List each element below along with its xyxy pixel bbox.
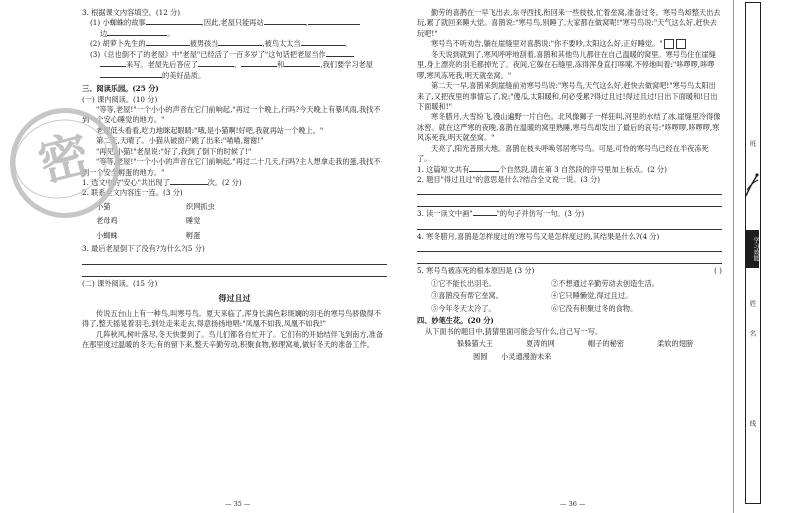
spine-label: 姓	[748, 300, 757, 307]
answer-line[interactable]	[82, 255, 387, 265]
fill-line: 的美好品质。	[82, 71, 387, 81]
choice-option[interactable]: ⑤今年冬天太冷了。	[431, 303, 496, 313]
story-paragraph: 冬天说到就到了,寒风呼呼地刮着,喜鹊和其他鸟儿都住在自己温暖的窝里。寒号鸟住在崖缝里,身上漂亮的羽毛都掉光了。夜间,它躲在石缝里,冻得浑身直打哆嗦,不停地叫着:"哆啰啰,哆啰啰,寒风冻死我,明天就垒窝。"	[417, 49, 716, 80]
match-left[interactable]: 小猫	[96, 201, 111, 211]
page-number: — 35 —	[225, 499, 251, 508]
question: 4. 寒冬腊月,喜鹊是怎样度过的?寒号鸟又是怎样度过的,其结果是什么?(4 分)	[417, 231, 660, 241]
fill-line: 来写。老屋先后答应了 、 和 ,我们要学习老屋	[82, 60, 387, 70]
choice-option[interactable]: ④它只睡懒觉,得过且过。	[551, 291, 633, 301]
question: 3. 读一读文中画" "的句子并仿写一句。(3 分)	[417, 209, 585, 219]
story-paragraph: 寒号鸟不听劝告,躺在崖缝里对喜鹊说:"你不要吵,太阳这么好,正好睡觉。"	[417, 39, 722, 49]
story-paragraph: 寒冬腊月,大雪纷飞,漫山遍野一片白色。北风像狮子一样狂叫,河里的水结了冰,崖缝里冷得像冰窖。就在这严寒的夜晚,喜鹊在温暖的窝里熟睡,寒号鸟却发出了最后的哀号:"哆啰啰,哆啰啰,寒风冻死我,明天就垒窝。"	[417, 112, 721, 143]
book-titles-row: 圆圆 小灵通漫游未来	[473, 352, 552, 362]
fill-line: 边 。	[100, 28, 175, 38]
spine-label: 线	[748, 420, 757, 427]
answer-paren[interactable]: ( )	[714, 266, 722, 276]
choice-option[interactable]: ②不想通过辛勤劳动去创造生活。	[551, 278, 659, 288]
logo-icon	[744, 170, 760, 200]
subsection-heading: (二) 课外阅读。(15 分)	[82, 278, 158, 288]
answer-line[interactable]	[417, 185, 722, 195]
subsection-heading: (一) 课内阅读。(10 分)	[82, 94, 158, 104]
confidential-stamp: 密	[0, 96, 132, 229]
brand-badge: 学习效能	[745, 230, 759, 268]
reading-paragraph: 第二天,天晴了。小猫从破窗户跳了出来:"喵喵,谢谢!"	[96, 136, 264, 146]
spine-label: 名	[748, 330, 757, 337]
book-titles-row: 躲躲猫大王 夏涛的网 帽子的秘密 柔软的翅膀	[457, 338, 694, 348]
story-paragraph: 勤劳的喜鹊在一早飞出去,东寻西找,衔回来一些枝枝,忙着垒窝,准备过冬。寒号鸟却整天出去玩,累了就回来睡大觉。喜鹊说:"寒号鸟,别睡了,大家都在做窝呢!"寒号鸟说:"天气这么好,赶快去玩吧!"	[417, 8, 721, 38]
punctuation-box[interactable]	[676, 39, 686, 49]
writing-prompt: 从下面书的题目中,猜猜里面可能会写什么,自己写一写。	[425, 326, 603, 336]
spine-label: 班	[748, 140, 757, 147]
story-paragraph: 天亮了,阳光普照大地。喜鹊在枝头呼唤邻居寒号鸟。可是,可怜的寒号鸟已经在半夜冻死了。	[417, 143, 709, 164]
story-paragraph: 传说五台山上有一种鸟,叫寒号鸟。夏天来临了,浑身长满色彩斑斓的羽毛的寒号鸟骄傲得不得了,整天摇晃着羽毛,到处走来走去,得意扬扬地唱:"凤凰不如我,凤凰不如我!"	[82, 308, 381, 329]
match-right[interactable]: 睡觉	[186, 216, 201, 226]
reading-paragraph: "再见,小猫!"老屋说:"好了,我到了倒下的时候了!"	[96, 146, 252, 156]
reading-paragraph: "等等,老屋!"一个小小的声音在它门前响起,"再过二十几天,行吗?主人想拿走我的蛋,我找不到一个安全孵蛋的地方。"	[82, 157, 381, 177]
answer-line[interactable]	[82, 267, 387, 277]
match-right[interactable]: 织网抓虫	[186, 201, 215, 211]
question: 3. 最后老屋倒下了没有?为什么?(5 分)	[82, 244, 205, 254]
choice-option[interactable]: ①它不能长出羽毛。	[431, 278, 496, 288]
section-heading: 三、阅读乐园。(25 分)	[82, 84, 159, 94]
section-heading: 四、妙笔生花。(20 分)	[417, 316, 494, 326]
reading-paragraph: "等等,老屋!"一个小小的声音在它门前响起,"再过一个晚上,行吗?今天晚上有暴风雨,我找不到一个安心睡觉的地方。"	[82, 104, 381, 125]
choice-option[interactable]: ⑥它没有积聚过冬的食物。	[551, 303, 638, 313]
question: 1. 选文中的"安心"共出现了 次。(2 分)	[82, 178, 242, 187]
reading-paragraph: 老屋低头看看,吃力地眯起眼睛:"哦,是小猫啊!好吧,我就再站一个晚上。"	[96, 125, 324, 135]
punctuation-box[interactable]	[664, 39, 674, 49]
right-page	[417, 8, 722, 499]
answer-line[interactable]	[417, 220, 722, 230]
left-page	[82, 8, 387, 499]
matching-pairs	[96, 202, 387, 241]
match-left[interactable]: 小蜘蛛	[96, 230, 118, 240]
page-number: — 36 —	[560, 499, 586, 508]
question: 2. 联系全文内容连一连。(3 分)	[82, 188, 183, 198]
choice-option[interactable]: ③喜鹊没有帮它垒窝。	[431, 291, 503, 301]
question: 5. 寒号鸟被冻死的根本原因是 (3 分) ( )	[417, 266, 722, 276]
fill-line: (2) 胡萝卜先生的 被男孩当 ,被鸟太太当 。	[90, 39, 352, 49]
story-paragraph: 几阵秋风,树叶落尽,冬天快要到了。鸟儿们都各自忙开了。它们有的开始结伴飞到南方,准备在那里度过温暖的冬天;有的留下来,整天辛勤劳动,积聚食物,修理窝巢,做好冬天的准备工作。	[82, 329, 384, 349]
answer-line[interactable]	[417, 254, 722, 264]
story-title: 得过且过	[218, 293, 251, 304]
story-paragraph: 第二天一早,喜鹊来到崖缝前劝寒号鸟说:"寒号鸟,天气这么好,赶快去做窝吧!"寒号鸟太阳出来了,又把夜里的事情忘了,说:"傻瓜,太阳暖和,何必受累?得过且过!得过且过!日出下面暖和!日出下面暖和!"	[417, 81, 718, 111]
answer-line[interactable]	[417, 242, 722, 252]
match-right[interactable]: 孵蛋	[186, 230, 201, 240]
question: 2. 题目"得过且过"的意思是什么?结合全文说一说。(3 分)	[417, 175, 601, 184]
fill-line: (1) 小蜘蛛的故事 ,因此,老屋只能再站 ,	[82, 18, 387, 28]
fill-line: (3)《总也倒不了的老屋》中"老屋"已经活了一百多岁了"这句话把老屋当作	[82, 50, 387, 60]
question-heading: 3. 根据课文内容填空。(12 分)	[82, 8, 181, 17]
match-left[interactable]: 老母鸡	[96, 216, 118, 226]
answer-line[interactable]	[417, 197, 722, 207]
choice-options	[431, 279, 722, 314]
question: 1. 这篇短文共有 个自然段,请在第 3 自然段的序号里加上标点。(2 分)	[417, 164, 667, 174]
